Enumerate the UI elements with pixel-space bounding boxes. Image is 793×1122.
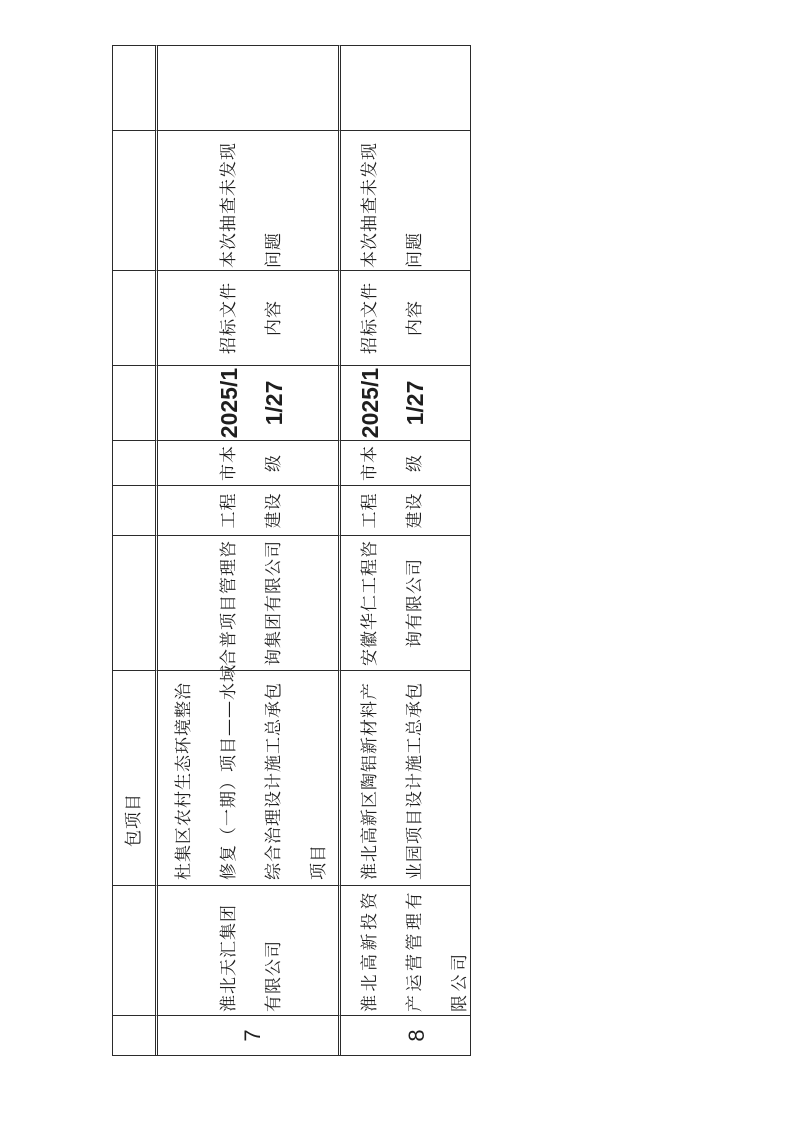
row7-cell-issue (158, 270, 341, 365)
row8-cell-no (341, 1015, 471, 1055)
row7-cell-project (158, 663, 341, 885)
cont-cell-level (113, 440, 158, 485)
cont-cell-remark (113, 45, 158, 130)
cont-cell-date (113, 365, 158, 440)
row8-company-text: 淮北高新投资 产运营管理有 限公司 (359, 888, 470, 1012)
row7-agency-text: 合普项目管理咨 询集团有限公司 (218, 539, 284, 666)
cont-cell-type (113, 485, 158, 535)
cont-cell-project (113, 670, 158, 885)
row7-number: 7 (239, 1028, 264, 1042)
row7-cell-finding (158, 130, 341, 270)
row7-cell-agency (158, 535, 341, 670)
row7-date-text: 2025/11/27 (215, 367, 287, 438)
row8-number: 8 (403, 1028, 429, 1042)
row7-cell-level (158, 440, 341, 485)
row7-finding-text: 本次抽查未发现 问题 (218, 141, 284, 268)
row8-cell-remark (341, 45, 471, 130)
row8-cell-type (341, 485, 471, 535)
row8-finding-text: 本次抽查未发现 问题 (359, 141, 425, 268)
row7-issue-text: 招标文件 内容 (218, 281, 284, 354)
row8-cell-level (341, 440, 471, 485)
row7-cell-no (158, 1015, 341, 1055)
row7-cell-date (158, 365, 341, 440)
cont-cell-company (113, 885, 158, 1015)
rotated-inspection-table (112, 45, 471, 1056)
row8-cell-finding (341, 130, 471, 270)
row7-level-text: 市本 级 (218, 444, 284, 481)
row7-project-text: 杜集区农村生态环境整治 修复（一期）项目——水域 综合治理设计施工总承包 项目 (173, 663, 329, 880)
cont-project-text: 包项目 (123, 792, 143, 847)
row7-type-text: 工程 建设 (218, 492, 284, 528)
cont-cell-finding (113, 130, 158, 270)
row8-cell-agency (341, 535, 471, 670)
row7-company-text: 淮北天汇集团 有限公司 (218, 903, 284, 1012)
row8-cell-project (341, 670, 471, 885)
cont-cell-no (113, 1015, 158, 1055)
row8-type-text: 工程 建设 (359, 492, 425, 528)
row8-issue-text: 招标文件 内容 (359, 281, 425, 354)
row8-project-text: 淮北高新区陶铝新材料产 业园项目设计施工总承包 (359, 681, 425, 880)
row8-level-text: 市本 级 (359, 444, 425, 481)
cont-cell-agency (113, 535, 158, 670)
row7-cell-company (158, 885, 341, 1015)
row8-cell-date (341, 365, 471, 440)
row8-date-text: 2025/11/27 (356, 367, 428, 438)
cont-cell-issue (113, 270, 158, 365)
row8-cell-company (341, 885, 471, 1015)
row8-cell-issue (341, 270, 471, 365)
row7-cell-remark (158, 45, 341, 130)
row8-agency-text: 安徽华仁工程咨 询有限公司 (359, 539, 425, 666)
row7-cell-type (158, 485, 341, 535)
